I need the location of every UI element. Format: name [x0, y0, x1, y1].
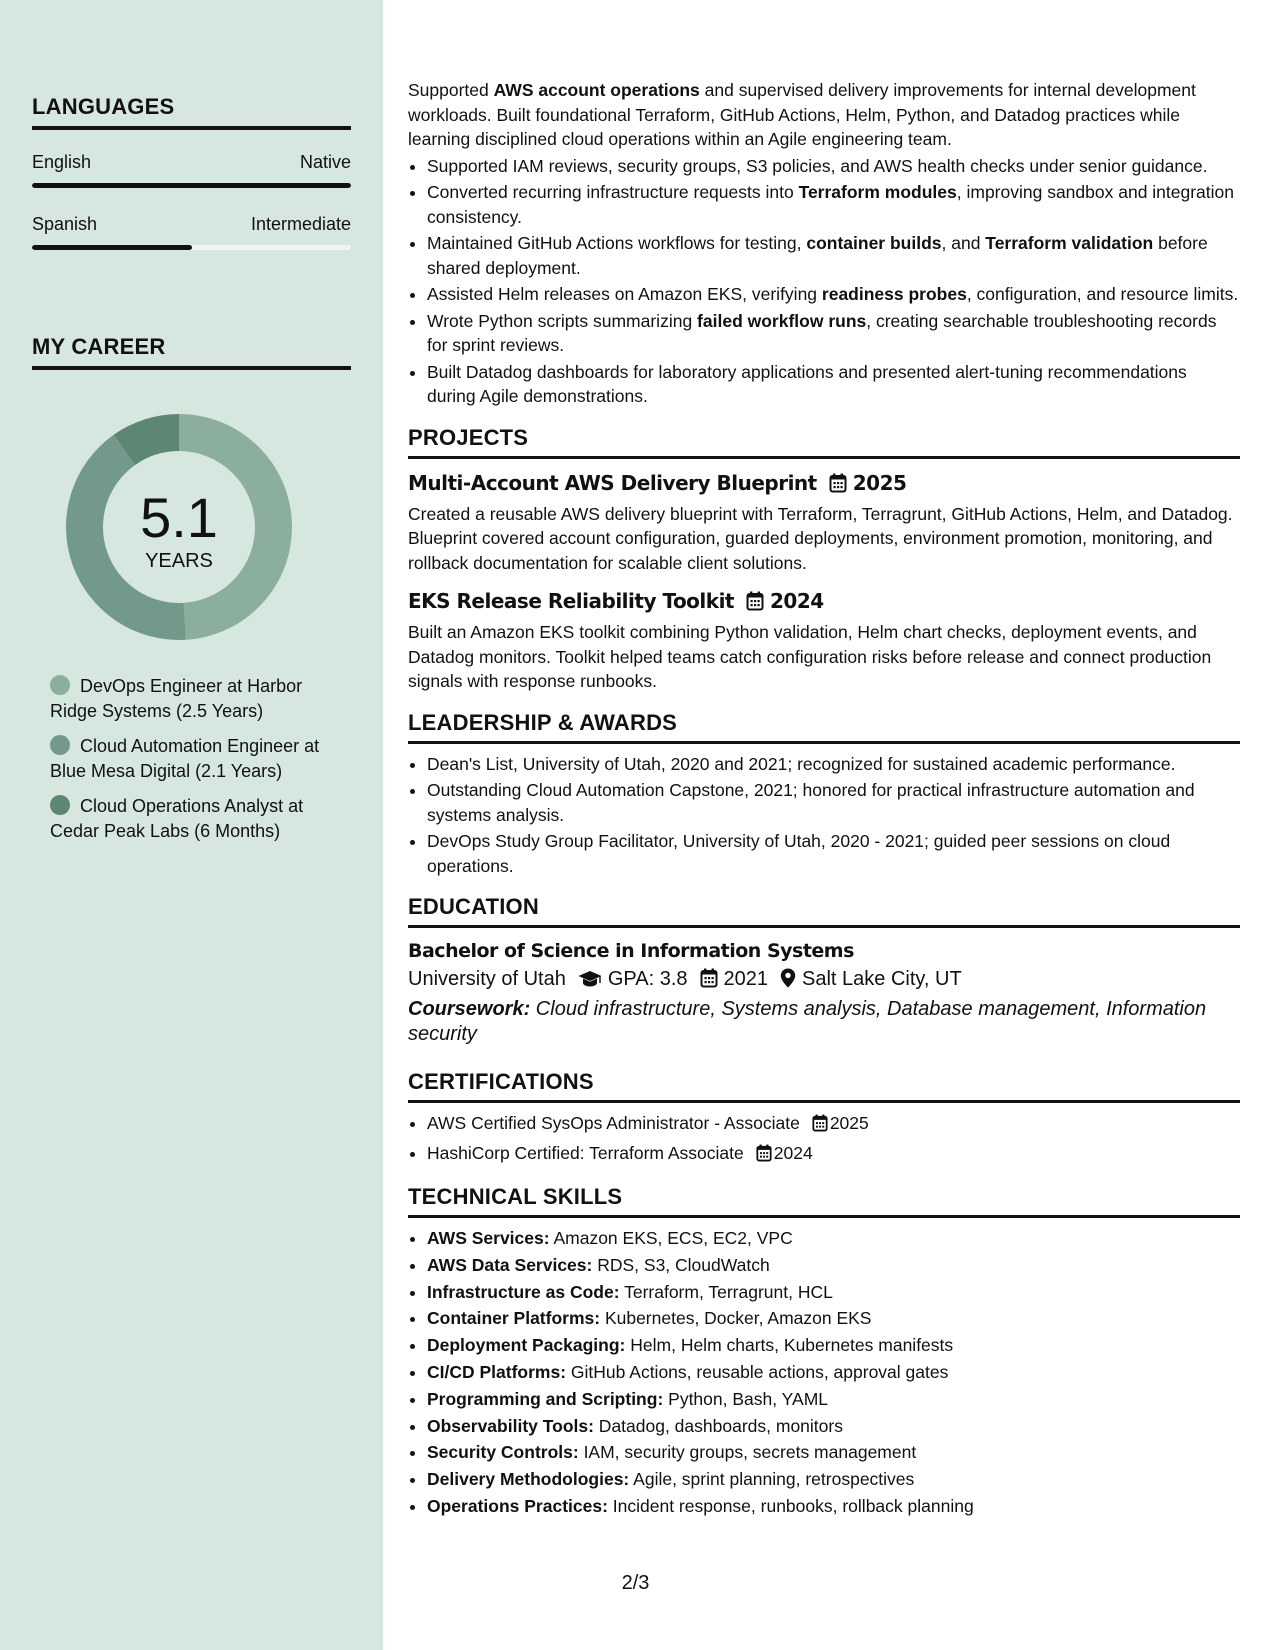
language-item	[32, 152, 351, 188]
experience-bullet: • Supported IAM reviews, security groups, S3 policies, and AWS health checks under senior guidance.	[427, 154, 1240, 179]
project-description: Built an Amazon EKS toolkit combining Python validation, Helm chart checks, deployment events, and Datadog monitors. Toolkit helped teams catch configuration risks before release and connect production signals with response runbooks.	[408, 622, 1212, 691]
career-total-value: 5.1	[140, 485, 218, 549]
certification-item: • HashiCorp Certified: Terraform Associate 2024	[427, 1141, 1240, 1169]
education-details	[408, 964, 1240, 997]
language-item	[32, 214, 351, 250]
experience-bullets	[408, 154, 1240, 409]
skill-item: • Deployment Packaging: Helm, Helm charts, Kubernetes manifests	[427, 1333, 1240, 1358]
skill-item: • AWS Data Services: RDS, S3, CloudWatch	[427, 1253, 1240, 1278]
coursework: Coursework: Cloud infrastructure, Systems analysis, Database management, Information security	[408, 998, 1207, 1045]
career-legend-item	[50, 674, 340, 724]
graduation-year: 2021	[723, 968, 769, 990]
school-name: University of Utah	[408, 968, 566, 990]
career-heading: MY CAREER	[32, 334, 351, 370]
leadership-list	[408, 752, 1240, 879]
degree-title: Bachelor of Science in Information Systems	[408, 940, 854, 962]
certifications-heading: CERTIFICATIONS	[408, 1069, 1240, 1103]
location-pin-icon	[780, 967, 796, 997]
certification-year: 2025	[829, 1113, 869, 1133]
career-legend-item	[50, 794, 340, 844]
experience-summary: Supported AWS account operations and supervised delivery improvements for internal development workloads. Built foundational Terraform, GitHub Actions, Helm, Python, and Datadog practices while learning disciplined cloud operations within an Agile engineering team.	[408, 80, 1196, 149]
experience-bullet: • Maintained GitHub Actions workflows for testing, container builds, and Terraform validation before shared deployment.	[427, 231, 1240, 280]
sidebar	[0, 0, 383, 1650]
skill-item: • Observability Tools: Datadog, dashboards, monitors	[427, 1414, 1240, 1439]
language-name: Spanish	[32, 214, 98, 234]
leadership-item: • DevOps Study Group Facilitator, University of Utah, 2020 - 2021; guided peer sessions on cloud operations.	[427, 829, 1240, 878]
skill-item: • Delivery Methodologies: Agile, sprint planning, retrospectives	[427, 1467, 1240, 1492]
language-level-bar	[32, 183, 351, 188]
career-role-text: Cloud Operations Analyst at Cedar Peak Labs (6 Months)	[50, 796, 304, 841]
project-title-row	[408, 469, 1240, 500]
career-legend	[50, 674, 340, 854]
main-content	[408, 78, 1240, 1521]
career-total-unit: YEARS	[145, 549, 213, 572]
experience-bullet: • Converted recurring infrastructure requests into Terraform modules, improving sandbox and integration consistency.	[427, 180, 1240, 229]
project-description: Created a reusable AWS delivery blueprint with Terraform, Terragrunt, GitHub Actions, Helm, and Datadog. Blueprint covered account configuration, guarded deployments, environment promotion, monitoring, and rollback documentation for scalable client solutions.	[408, 503, 1233, 573]
graduation-cap-icon	[578, 967, 602, 997]
experience-bullet: • Built Datadog dashboards for laboratory applications and presented alert-tuning recommendations during Agile demonstrations.	[427, 360, 1240, 409]
leadership-item: • Outstanding Cloud Automation Capstone, 2021; honored for practical infrastructure automation and systems analysis.	[427, 778, 1240, 827]
language-level: Native	[299, 152, 351, 172]
calendar-icon	[756, 1144, 772, 1169]
legend-dot-icon	[50, 795, 70, 815]
skill-item: • CI/CD Platforms: GitHub Actions, reusable actions, approval gates	[427, 1360, 1240, 1385]
language-level-fill	[32, 245, 192, 250]
skill-item: • Container Platforms: Kubernetes, Docker, Amazon EKS	[427, 1306, 1240, 1331]
skill-item: • Operations Practices: Incident response, runbooks, rollback planning	[427, 1494, 1240, 1519]
languages-heading: LANGUAGES	[32, 94, 351, 130]
career-role-text: Cloud Automation Engineer at Blue Mesa Digital (2.1 Years)	[50, 736, 320, 781]
gpa: GPA: 3.8	[607, 968, 688, 990]
career-donut-chart	[66, 414, 292, 640]
project-title: Multi-Account AWS Delivery Blueprint	[408, 470, 817, 495]
education-heading: EDUCATION	[408, 894, 1240, 928]
career-role-text: DevOps Engineer at Harbor Ridge Systems (2.5 Years)	[50, 676, 303, 721]
languages-section	[32, 94, 351, 250]
project-year: 2025	[852, 470, 907, 495]
certification-year: 2024	[773, 1142, 813, 1163]
language-level-fill	[32, 183, 351, 188]
legend-dot-icon	[50, 735, 70, 755]
skill-item: • AWS Services: Amazon EKS, ECS, EC2, VPC	[427, 1226, 1240, 1251]
calendar-icon	[812, 1114, 828, 1139]
projects-heading: PROJECTS	[408, 425, 1240, 459]
certifications-list	[408, 1111, 1240, 1168]
certification-item: • AWS Certified SysOps Administrator - Associate 2025	[427, 1111, 1240, 1139]
legend-dot-icon	[50, 675, 70, 695]
project-year: 2024	[770, 589, 824, 613]
career-legend-item	[50, 734, 340, 784]
calendar-icon	[746, 590, 764, 618]
skill-item: • Programming and Scripting: Python, Bash, YAML	[427, 1387, 1240, 1412]
page-number: 2/3	[621, 1572, 650, 1594]
skills-list	[408, 1226, 1240, 1519]
project-title-row	[408, 587, 1240, 618]
education-location: Salt Lake City, UT	[802, 968, 962, 990]
leadership-heading: LEADERSHIP & AWARDS	[408, 710, 1240, 744]
calendar-icon	[700, 967, 718, 997]
skills-heading: TECHNICAL SKILLS	[408, 1184, 1240, 1218]
language-level: Intermediate	[250, 214, 351, 234]
calendar-icon	[829, 472, 847, 500]
project-title: EKS Release Reliability Toolkit	[408, 589, 734, 613]
language-level-bar	[32, 245, 351, 250]
skill-item: • Infrastructure as Code: Terraform, Terragrunt, HCL	[427, 1280, 1240, 1305]
language-name: English	[32, 152, 92, 172]
experience-bullet: • Assisted Helm releases on Amazon EKS, verifying readiness probes, configuration, and resource limits.	[427, 282, 1240, 307]
experience-bullet: • Wrote Python scripts summarizing failed workflow runs, creating searchable troubleshooting records for sprint reviews.	[427, 309, 1240, 358]
career-section	[32, 334, 351, 370]
skill-item: • Security Controls: IAM, security groups, secrets management	[427, 1440, 1240, 1465]
leadership-item: • Dean's List, University of Utah, 2020 and 2021; recognized for sustained academic performance.	[427, 752, 1240, 777]
